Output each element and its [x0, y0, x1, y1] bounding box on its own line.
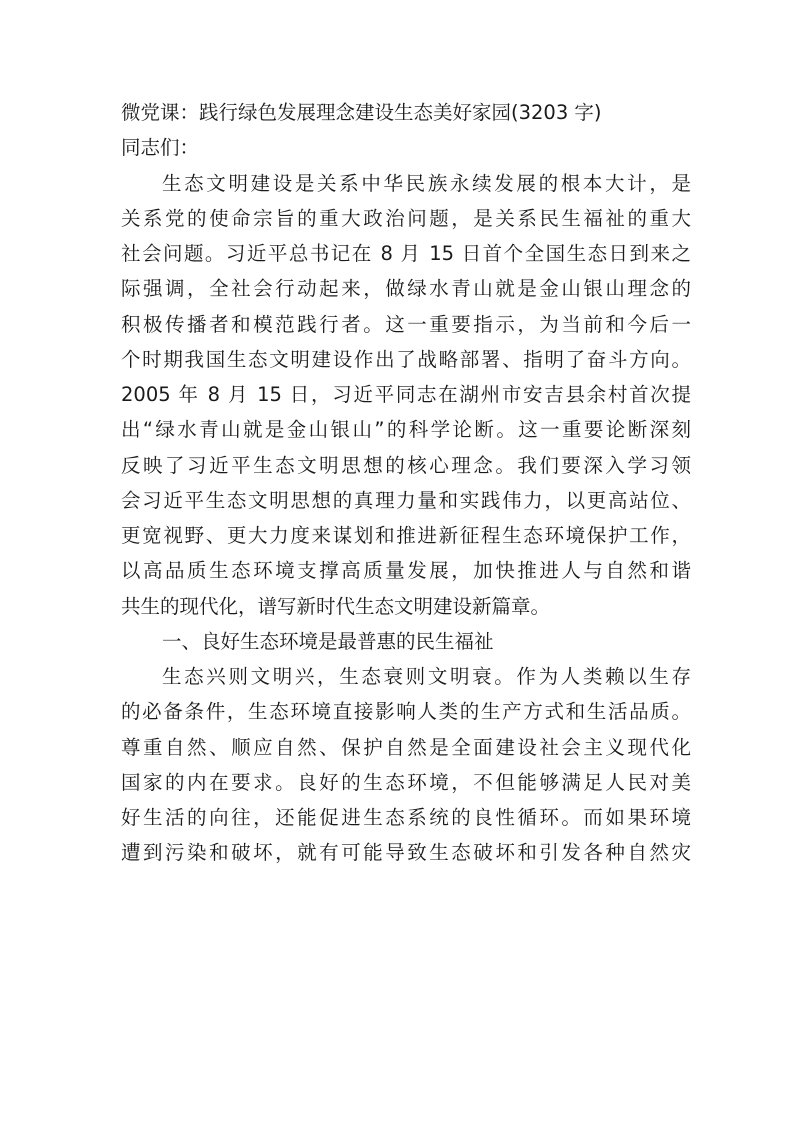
- document-body: [121, 95, 691, 871]
- paragraph-line: 更宽视野、更大力度来谋划和推进新征程生态环境保护工作，: [121, 524, 691, 547]
- paragraph-line: 以高品质生态环境支撑高质量发展，加快推进人与自然和谐: [121, 559, 691, 583]
- section-heading: [121, 624, 691, 659]
- section-heading-text: 一、良好生态环境是最普惠的民生福祉: [162, 629, 494, 653]
- paragraph-line: 遭到污染和破坏，就有可能导致生态破坏和引发各种自然灾: [121, 841, 691, 865]
- paragraph-line: 的必备条件，生态环境直接影响人类的生产方式和生活品质。: [121, 700, 691, 724]
- paragraph-line: 尊重自然、顺应自然、保护自然是全面建设社会主义现代化: [121, 735, 691, 759]
- paragraph-line: 关系党的使命宗旨的重大政治问题，是关系民生福祉的重大: [121, 206, 691, 230]
- paragraph-intro: [121, 166, 691, 624]
- paragraph-line: 共生的现代化，谱写新时代生态文明建设新篇章。: [121, 594, 551, 618]
- paragraph-line: 国家的内在要求。良好的生态环境，不但能够满足人民对美: [121, 770, 691, 794]
- paragraph-line: 社会问题。习近平总书记在 8 月 15 日首个全国生态日到来之: [121, 242, 691, 265]
- paragraph-line: 好生活的向往，还能促进生态系统的良性循环。而如果环境: [121, 806, 691, 829]
- paragraph-line: 积极传播者和模范践行者。这一重要指示，为当前和今后一: [121, 312, 691, 336]
- paragraph-line: 际强调，全社会行动起来，做绿水青山就是金山银山理念的: [121, 277, 691, 301]
- salutation: 同志们：: [121, 136, 200, 160]
- paragraph-line: 反映了习近平生态文明思想的核心理念。我们要深入学习领: [121, 453, 691, 477]
- paragraph-line: 生态文明建设是关系中华民族永续发展的根本大计，是: [162, 171, 691, 195]
- paragraph-section-1: [121, 659, 691, 871]
- document-title: 微党课：践行绿色发展理念建设生态美好家园(3203 字): [121, 101, 602, 124]
- paragraph-line: 会习近平生态文明思想的真理力量和实践伟力，以更高站位、: [121, 488, 691, 512]
- paragraph-line: 2005 年 8 月 15 日，习近平同志在湖州市安吉县余村首次提: [121, 383, 691, 406]
- paragraph-line: 个时期我国生态文明建设作出了战略部署、指明了奋斗方向。: [121, 347, 691, 371]
- paragraph-line: 出“绿水青山就是金山银山”的科学论断。这一重要论断深刻: [121, 418, 691, 442]
- paragraph-line: 生态兴则文明兴，生态衰则文明衰。作为人类赖以生存: [162, 665, 691, 688]
